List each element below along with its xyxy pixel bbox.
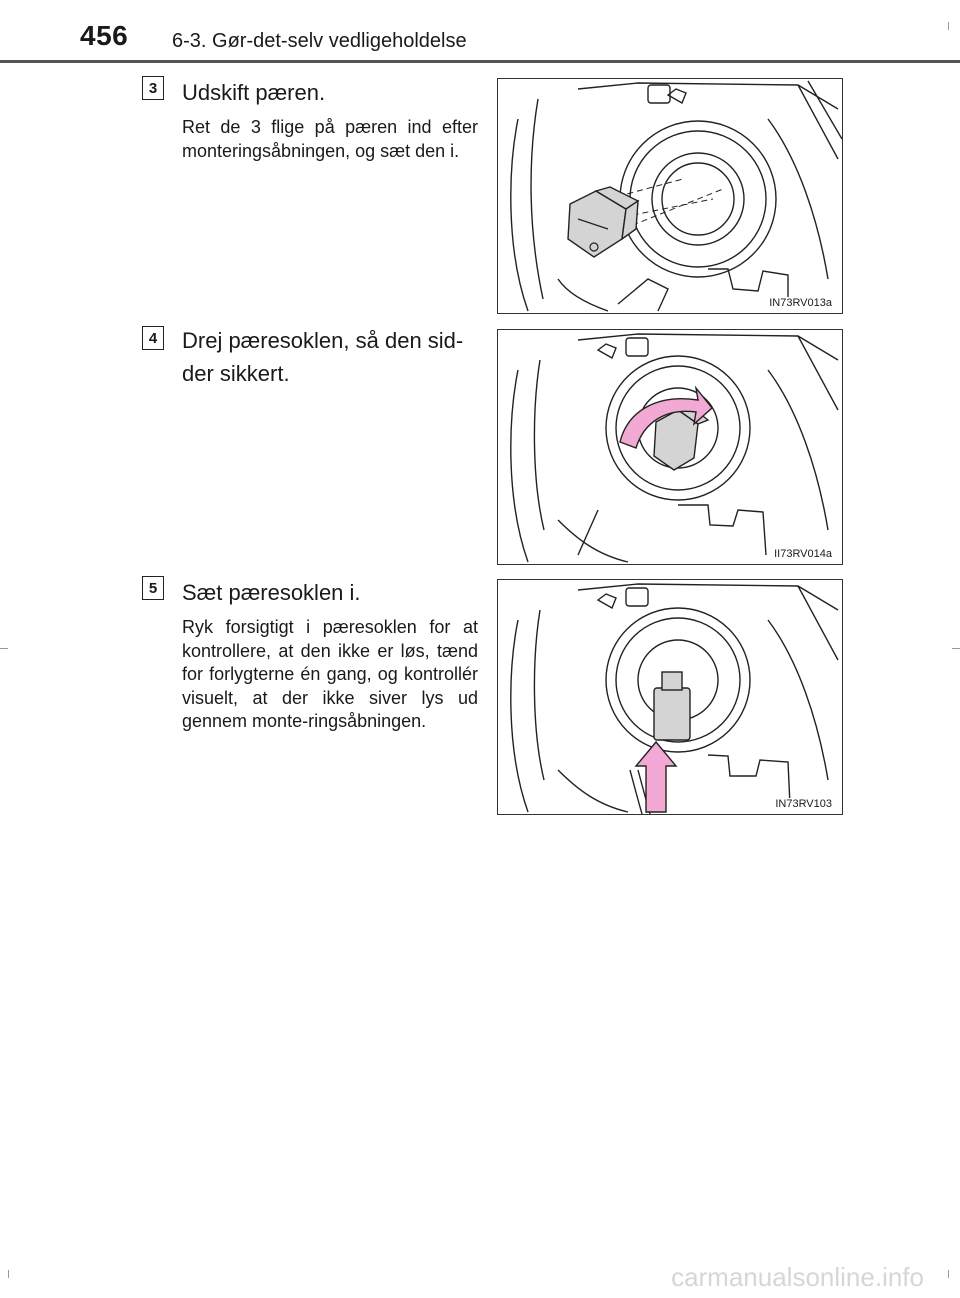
step-body: Ryk forsigtigt i pæresoklen for at kontrollere, at den ikke er løs, tænd for forlygterne én gang, og kontrollér visuelt, at der ikke siver lys ud gennem monte-ringsåbningen.: [182, 617, 478, 731]
step-number: 3: [142, 76, 164, 100]
crop-mark: [8, 1270, 9, 1278]
push-arrow: [636, 742, 676, 812]
page-number: 456: [80, 20, 129, 51]
figure-code: IN73RV103: [775, 798, 832, 810]
figure-turn-socket: [497, 329, 843, 565]
step-3: [142, 76, 478, 276]
section-title: 6-3. Gør-det-selv vedligeholdelse: [172, 30, 467, 52]
crop-mark: [0, 648, 8, 649]
step-number: 4: [142, 326, 164, 350]
header-rule: [0, 60, 960, 63]
watermark: carmanualsonline.info: [671, 1262, 924, 1292]
step-number: 5: [142, 576, 164, 600]
step-title: Udskift pæren.: [182, 80, 326, 105]
headlight-illustration: [498, 330, 843, 565]
headlight-illustration: [498, 79, 843, 314]
step-title: Drej pæresoklen, så den sid-der sikkert.: [182, 328, 464, 386]
step-5: [142, 576, 478, 776]
figure-install-bulb: [497, 78, 843, 314]
step-4: [142, 326, 472, 406]
figure-insert-socket: [497, 579, 843, 815]
headlight-illustration: [498, 580, 843, 815]
figure-code: II73RV014a: [774, 548, 832, 560]
crop-mark: [948, 1270, 949, 1278]
page-header: [0, 0, 960, 64]
step-title: Sæt pæresoklen i.: [182, 580, 361, 605]
crop-mark: [948, 22, 949, 30]
crop-mark: [952, 648, 960, 649]
figure-code: IN73RV013a: [769, 297, 832, 309]
step-body: Ret de 3 flige på pæren ind efter monteringsåbningen, og sæt den i.: [182, 117, 478, 161]
